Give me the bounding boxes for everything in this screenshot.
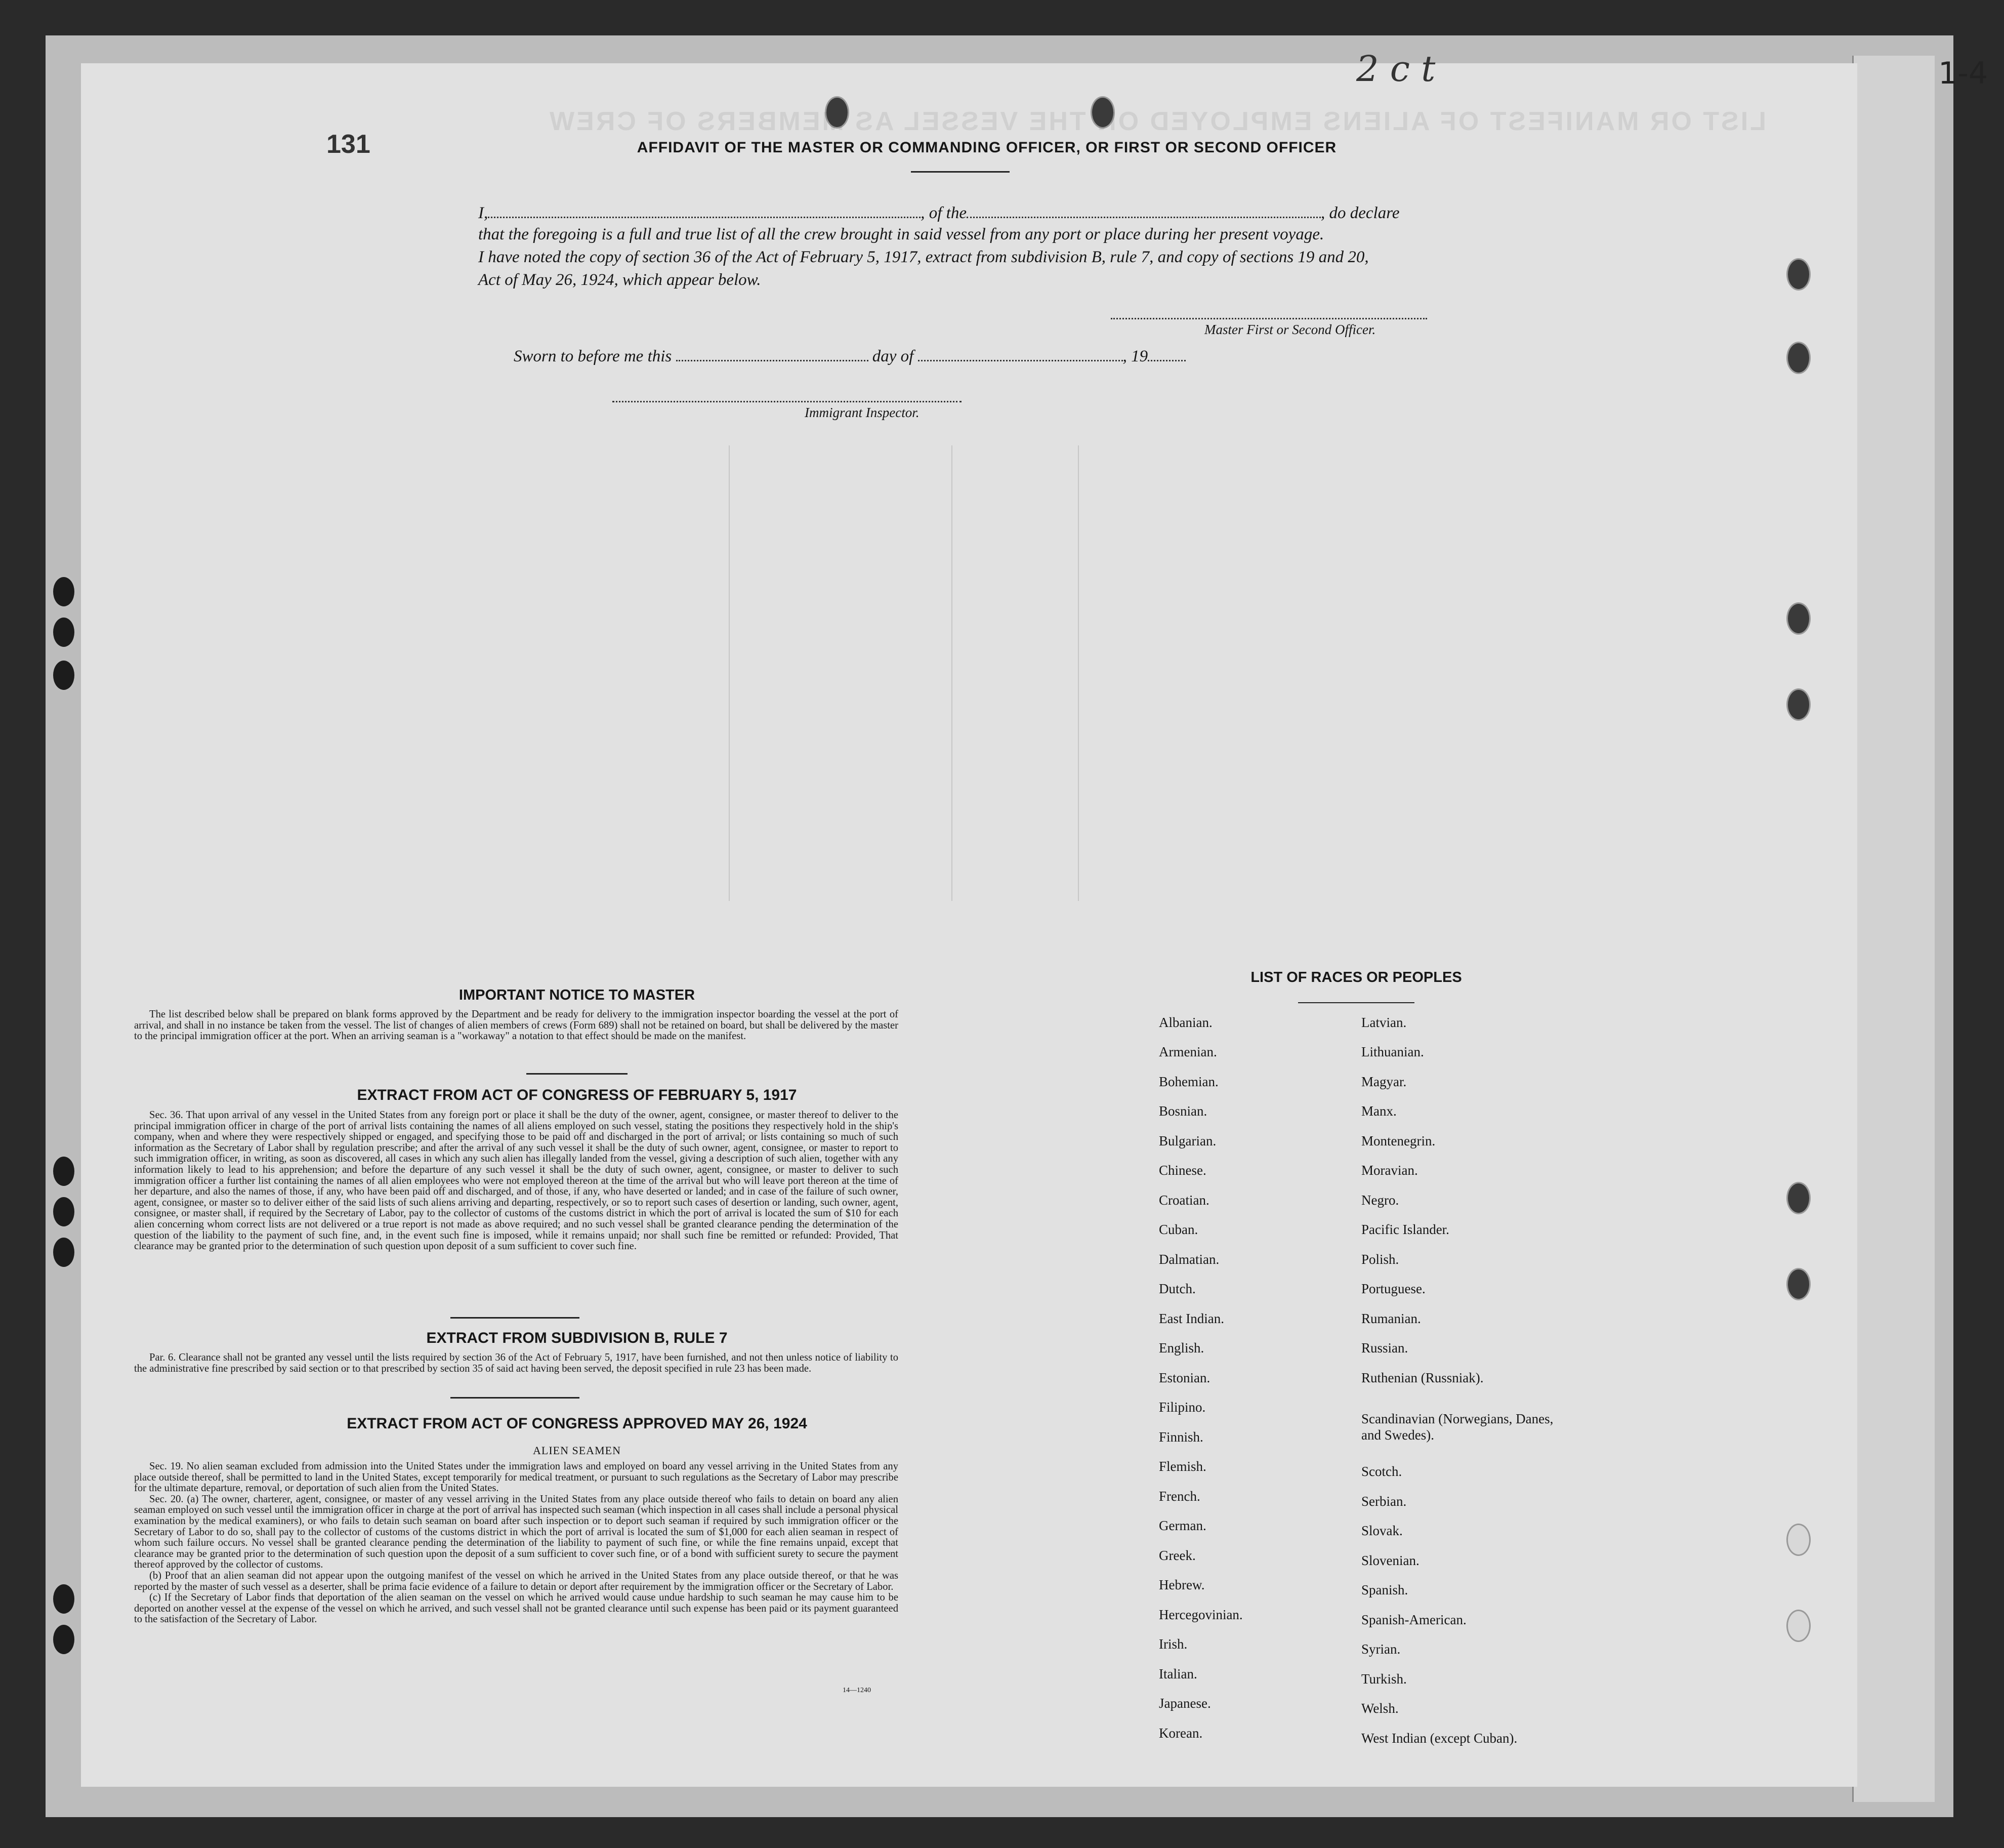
binder-hole [51,658,77,692]
master-signature-line [1111,318,1427,319]
race-item: Irish. [1159,1636,1188,1652]
race-item: Hercegovinian. [1159,1607,1243,1622]
binder-hole [1786,1610,1811,1642]
section-19-paragraph: Sec. 19. No alien seaman excluded from admission into the United States under the immigration laws and employed on board any vessel arriving in the United States from any place outside thereof, shall be permitted to land in the United States, except temporarily for medical treatment, or pursuant to such regulations as the Secretary of Labor may prescribe for the ultimate departure, removal, or deportation of such alien from the United States. [134,1461,898,1494]
binder-hole [51,1195,77,1229]
race-item: Polish. [1361,1252,1399,1267]
binder-hole [1786,688,1811,721]
race-item: Spanish. [1361,1582,1408,1597]
race-item: Italian. [1159,1666,1197,1681]
race-item: Chinese. [1159,1163,1206,1178]
inspector-signature-line [612,401,962,402]
race-item: Scandinavian (Norwegians, Danes, and Swedes). [1361,1411,1554,1443]
divider [1298,1002,1414,1003]
race-item: Filipino. [1159,1400,1206,1415]
binder-hole [51,1582,77,1616]
extract-1917-paragraph: Sec. 36. That upon arrival of any vessel in the United States from any foreign port or place it shall be the duty of the owner, agent, consignee, or master thereof to deliver to the principal immigration officer in charge of the port of arrival lists containing the names of all aliens employed on such vessel, stating the positions they respectively hold in the ship's company, when and where they were respectively shipped or engaged, and specifying those to be paid off and discharged in the port of arrival; or lists containing so much of such information as the Secretary of Labor shall by regulation prescribe; and after the arrival of any such vessel it shall be the duty of such owner, agent, consignee, or master to report to such immigration officer, in writing, as soon as discovered, all cases in which any such alien has illegally landed from the vessel, giving a description of such alien, together with any information likely to lead to his apprehension; and before the departure of any such vessel it shall be the duty of such owner, agent, consignee, or master to deliver to such immigration officer a further list containing the names of all alien employees who were not employed thereon at the time of the arrival but who will leave port thereon at the time of her departure, and also the names of those, if any, who have been paid off and discharged, and of those, if any, who have deserted or landed; and in case of the failure of such owner, agent, consignee, or master so to deliver either of the said lists of such aliens arriving and departing, respectively, or so to report such cases of desertion or landing, such owner, agent, consignee, or master shall, if required by the Secretary of Labor, pay to the collector of customs of the customs district in which the port of arrival is located the sum of $10 for each alien concerning whom correct lists are not delivered or a true report is not made as above required; and no such vessel shall be granted clearance pending the determination of the question of the liability to the payment of such fine, and, in the event such fine is imposed, while it remains unpaid; nor shall such fine be remitted or refunded: Provided, That clearance may be granted prior to the determination of such question upon deposit of a sum sufficient to cover such fine. [134,1110,898,1252]
races-title: LIST OF RACES OR PEOPLES [1250,969,1462,985]
race-item: Montenegrin. [1361,1133,1436,1148]
binder-hole [1786,1268,1811,1300]
race-item: Lithuanian. [1361,1044,1424,1059]
affidavit-title: AFFIDAVIT OF THE MASTER OR COMMANDING OFFICER, OR FIRST OR SECOND OFFICER [637,139,1337,156]
affidavit-line-3: I have noted the copy of section 36 of the Act of February 5, 1917, extract from subdivision B, rule 7, and copy of sections 19 and 20, [478,248,1369,266]
race-item: English. [1159,1340,1204,1356]
sheet-tab-number: 1-4 [1938,56,1988,91]
master-signature-label: Master First or Second Officer. [1204,322,1376,337]
name-blank [488,202,921,218]
show-through-line [729,445,730,901]
binder-hole [51,1622,77,1657]
race-item: Rumanian. [1361,1311,1421,1326]
race-item: Albanian. [1159,1015,1213,1030]
binder-hole [51,574,77,609]
divider [450,1317,579,1319]
binder-hole [1786,258,1811,291]
extract-rule7-title: EXTRACT FROM SUBDIVISION B, RULE 7 [426,1330,728,1346]
race-item: Flemish. [1159,1459,1206,1474]
race-item: Scotch. [1361,1464,1402,1479]
race-item: Greek. [1159,1548,1196,1563]
race-item: Finnish. [1159,1429,1203,1445]
race-item: Dalmatian. [1159,1252,1220,1267]
affidavit-line-4: Act of May 26, 1924, which appear below. [478,271,761,289]
race-item: Bohemian. [1159,1074,1219,1089]
show-through-title: LIST OR MANIFEST OF ALIENS EMPLOYED ON THE VESSEL AS MEMBERS OF CREW [548,107,1766,136]
sworn-day-blank [676,346,868,361]
race-item: Estonian. [1159,1370,1210,1385]
race-item: Manx. [1361,1103,1397,1119]
binder-hole [51,1235,77,1269]
extract-1917-text [134,1110,898,1252]
race-item: Serbian. [1361,1494,1407,1509]
binder-hole [1786,342,1811,374]
sworn-day-of: day of [872,347,914,365]
affidavit-of-the: , of the [921,204,967,222]
notice-title: IMPORTANT NOTICE TO MASTER [458,987,695,1003]
race-item: Russian. [1361,1340,1408,1356]
race-item: Hebrew. [1159,1577,1205,1592]
race-item: Slovak. [1361,1523,1403,1538]
binder-hole [1786,1524,1811,1556]
race-item: Spanish-American. [1361,1612,1467,1627]
sworn-year-blank [1148,346,1186,361]
sworn-month-blank [918,346,1123,361]
handwritten-mark: 2 c t [1356,48,1436,90]
race-item: Korean. [1159,1726,1203,1741]
binder-hole [1786,1182,1811,1214]
section-20b-paragraph: (b) Proof that an alien seaman did not appear upon the outgoing manifest of the vessel on which he arrived in the United States from any place outside thereof, or that he was reported by the master of such vessel as a deserter, shall be prima facie evidence of a failure to detain or deport after requirement by the immigration officer or the Secretary of Labor. [134,1570,898,1592]
divider [450,1397,579,1399]
race-item: German. [1159,1518,1206,1533]
sworn-year: , 19 [1122,347,1148,365]
divider [526,1073,628,1075]
sheet-number: 131 [326,130,370,159]
race-item: Pacific Islander. [1361,1222,1449,1237]
race-item: East Indian. [1159,1311,1224,1326]
vessel-blank [967,202,1321,218]
race-item: Negro. [1361,1193,1399,1208]
race-item: Ruthenian (Russniak). [1361,1370,1484,1385]
divider [911,171,1010,173]
section-20a-paragraph: Sec. 20. (a) The owner, charterer, agent, consignee, or master of any vessel arriving in the United States from any place outside thereof who fails to detain on board any alien seaman employed on such vessel until the immigration officer in charge at the port of arrival has inspected such seaman (which inspection in all cases shall include a personal physical examination by the medical examiners), or who fails to detain such seaman on board after such inspection or to deport such seaman if required by such immigration officer or the Secretary of Labor to do so, shall pay to the collector of customs of the customs district in which the port of arrival is located the sum of $1,000 for each alien seaman in respect of whom such failure occurs. No vessel shall be granted clearance pending the determination of the liability to payment of such fine, or while the fine remains unpaid, except that clearance may be granted prior to the determination of such question upon the deposit of a sum sufficient to cover such fine, or of a bond with sufficient surety to secure the payment thereof approved by the collector of customs. [134,1493,898,1571]
inspector-signature-label: Immigrant Inspector. [805,405,920,420]
notice-paragraph: The list described below shall be prepared on blank forms approved by the Department and be ready for delivery to the immigration inspector boarding the vessel at the port of arrival, and shall in no instance be taken from the vessel. The list of changes of alien members of crews (Form 689) shall not be retained on board, but shall be delivered by the master to the principal immigration officer at the port. When an arriving seaman is a "workaway" a notation to that effect should be made on the manifest. [134,1009,898,1042]
section-20c-paragraph: (c) If the Secretary of Labor finds that deportation of the alien seaman on the vessel on which he arrived would cause undue hardship to such seaman he may cause him to be deported on another vessel at the expense of the vessel on which he arrived, and such vessel shall not be granted clearance until such expense has been paid or its payment guaranteed to the satisfaction of the Secretary of Labor. [134,1592,898,1625]
binder-hole [51,1154,77,1188]
extract-rule7-text [134,1352,898,1374]
race-item: Magyar. [1361,1074,1407,1089]
race-item: Cuban. [1159,1222,1198,1237]
race-item: Welsh. [1361,1701,1399,1716]
sworn-line [514,346,1186,366]
affidavit-line-2: that the foregoing is a full and true list of all the crew brought in said vessel from any port or place during her present voyage. [478,225,1324,243]
form-number: 14—1240 [843,1687,871,1694]
race-item: Dutch. [1159,1281,1196,1296]
binder-hole [1786,602,1811,635]
race-item: French. [1159,1489,1200,1504]
race-item: Japanese. [1159,1696,1211,1711]
affidavit-line-1 [478,202,1399,223]
race-item: Bosnian. [1159,1103,1207,1119]
race-item: Slovenian. [1361,1553,1420,1568]
show-through-line [1078,445,1079,901]
race-item: Latvian. [1361,1015,1407,1030]
race-item: Armenian. [1159,1044,1217,1059]
race-item: Syrian. [1361,1641,1401,1657]
extract-1924-title: EXTRACT FROM ACT OF CONGRESS APPROVED MAY 26, 1924 [347,1415,807,1432]
back-sheet-edge [1852,56,1935,1802]
race-item: Croatian. [1159,1193,1209,1208]
extract-rule7-paragraph: Par. 6. Clearance shall not be granted any vessel until the lists required by section 36 of the Act of February 5, 1917, have been furnished, and not then unless notice of liability to the administrative fine prescribed by said section or to that prescribed by section 35 of said act having been served, the deposit specified in rule 23 has been made. [134,1352,898,1374]
race-item: Bulgarian. [1159,1133,1217,1148]
affidavit-i: I, [478,204,488,222]
race-item: Moravian. [1361,1163,1418,1178]
affidavit-declare: , do declare [1320,204,1400,222]
extract-1924-text [134,1461,898,1625]
notice-text [134,1009,898,1042]
alien-seamen-subtitle: ALIEN SEAMEN [533,1444,621,1457]
sworn-prefix: Sworn to before me this [514,347,672,365]
extract-1917-title: EXTRACT FROM ACT OF CONGRESS OF FEBRUARY 5, 1917 [357,1087,797,1103]
binder-hole [51,615,77,649]
show-through-line [951,445,952,901]
race-item: West Indian (except Cuban). [1361,1731,1518,1746]
race-item: Portuguese. [1361,1281,1426,1296]
race-item: Turkish. [1361,1671,1407,1687]
